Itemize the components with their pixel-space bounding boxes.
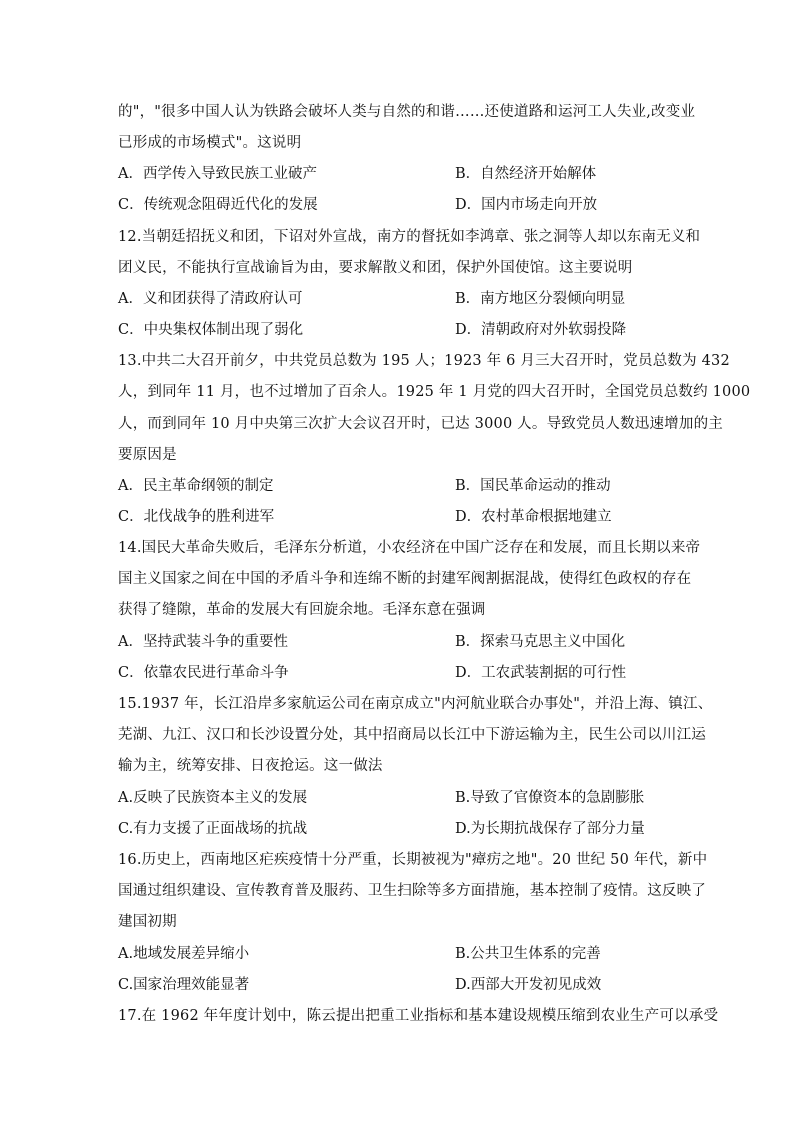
question-16-line: 建国初期	[118, 914, 177, 930]
option-d: D．工农武装割据的可行性	[455, 665, 627, 681]
question-text-line: 已形成的市场模式"。这说明	[118, 135, 302, 151]
question-12-line: 12.当朝廷招抚义和团，下诏对外宣战，南方的督抚如李鸿章、张之洞等人却以东南无义和	[118, 229, 701, 245]
option-d: D.西部大开发初见成效	[455, 977, 602, 993]
question-15-line: 芜湖、九江、汉口和长沙设置分处，其中招商局以长江中下游运输为主，民生公司以川江运	[118, 727, 706, 743]
question-14-line: 国主义国家之间在中国的矛盾斗争和连绵不断的封建军阀割据混战，使得红色政权的存在	[118, 571, 692, 587]
option-a: A．坚持武装斗争的重要性	[118, 634, 288, 650]
option-b: B．南方地区分裂倾向明显	[455, 291, 626, 307]
option-a: A.反映了民族资本主义的发展	[118, 790, 308, 806]
option-c: C．中央集权体制出现了弱化	[118, 322, 304, 338]
question-13-line: 人，到同年 11 月，也不过增加了百余人。1925 年 1 月党的四大召开时，全国党员总数约 1000	[118, 384, 751, 400]
question-15-line: 输为主，统筹安排、日夜抢运。这一做法	[118, 758, 383, 774]
option-a: A．民主革命纲领的制定	[118, 478, 274, 494]
option-c: C.有力支援了正面战场的抗战	[118, 821, 308, 837]
question-13-line: 要原因是	[118, 447, 177, 463]
option-a: A.地域发展差异缩小	[118, 946, 250, 962]
question-12-line: 团义民，不能执行宣战谕旨为由，要求解散义和团，保护外国使馆。这主要说明	[118, 260, 633, 276]
option-d: D．农村革命根据地建立	[455, 509, 612, 525]
option-d: D.为长期抗战保存了部分力量	[455, 821, 645, 837]
option-c: C．依靠农民进行革命斗争	[118, 665, 289, 681]
question-14-line: 14.国民大革命失败后，毛泽东分析道，小农经济在中国广泛存在和发展，而且长期以来帝	[118, 540, 701, 556]
question-16-line: 16.历史上，西南地区疟疾疫情十分严重，长期被视为"瘴疠之地"。20 世纪 50 年代，新中	[118, 852, 708, 868]
option-b: B.导致了官僚资本的急剧膨胀	[455, 790, 645, 806]
question-13-line: 13.中共二大召开前夕，中共党员总数为 195 人；1923 年 6 月三大召开时，党员总数为 432	[118, 353, 730, 369]
question-14-line: 获得了缝隙，革命的发展大有回旋余地。毛泽东意在强调	[118, 602, 486, 618]
question-17-line: 17.在 1962 年年度计划中，陈云提出把重工业指标和基本建设规模压缩到农业生产可以承受	[118, 1008, 719, 1024]
option-b: B．自然经济开始解体	[455, 166, 597, 182]
question-13-line: 人，而到同年 10 月中央第三次扩大会议召开时，已达 3000 人。导致党员人数迅速增加的主	[118, 416, 723, 432]
question-15-line: 15.1937 年，长江沿岸多家航运公司在南京成立"内河航业联合办事处"，并沿上海、镇江、	[118, 696, 713, 712]
question-16-line: 国通过组织建设、宣传教育普及服药、卫生扫除等多方面措施，基本控制了疫情。这反映了	[118, 883, 706, 899]
option-b: B．国民革命运动的推动	[455, 478, 611, 494]
option-c: C．传统观念阻碍近代化的发展	[118, 197, 318, 213]
option-a: A．义和团获得了清政府认可	[118, 291, 303, 307]
option-a: A．西学传入导致民族工业破产	[118, 166, 317, 182]
option-b: B.公共卫生体系的完善	[455, 946, 601, 962]
option-b: B．探索马克思主义中国化	[455, 634, 626, 650]
option-d: D．清朝政府对外软弱投降	[455, 322, 627, 338]
question-text-line: 的"，"很多中国人认为铁路会破坏人类与自然的和谐……还使道路和运河工人失业,改变业	[118, 104, 696, 120]
option-c: C.国家治理效能显著	[118, 977, 250, 993]
option-c: C．北伐战争的胜利进军	[118, 509, 275, 525]
option-d: D．国内市场走向开放	[455, 197, 598, 213]
